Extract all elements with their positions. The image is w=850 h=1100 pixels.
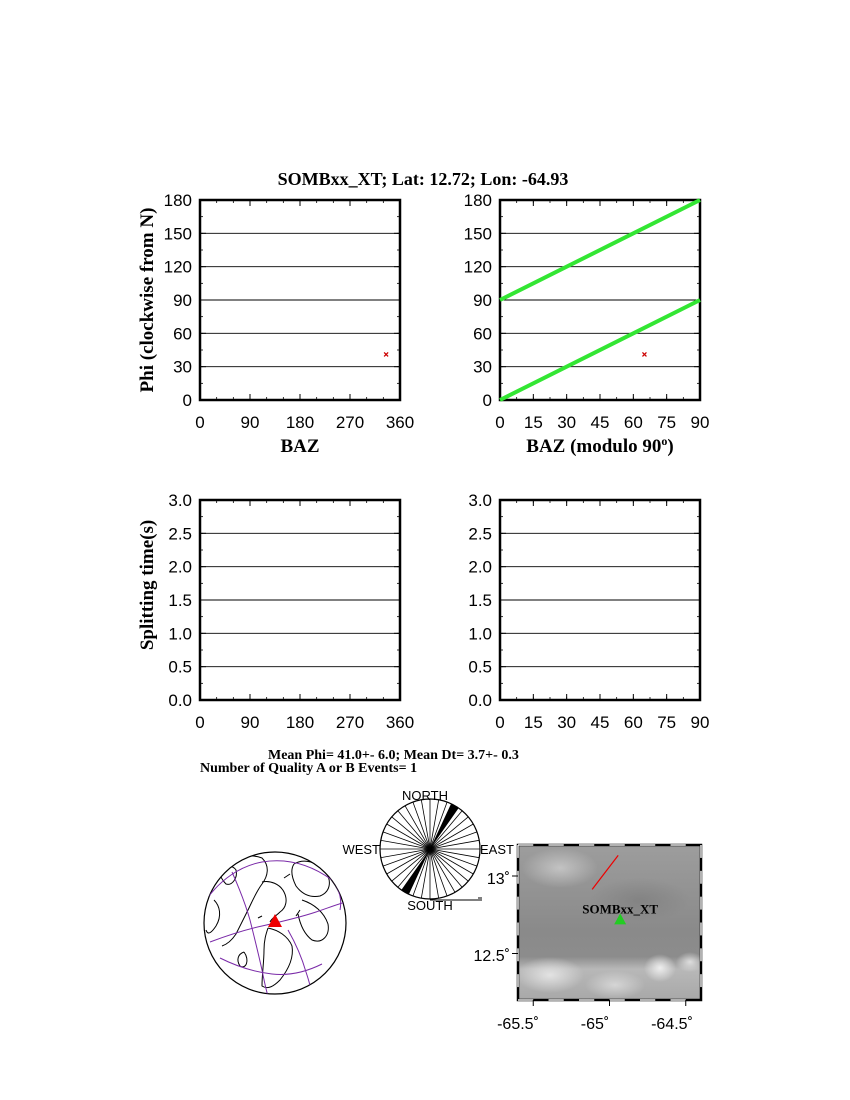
y-tick-labels: [468, 491, 492, 710]
y-tick-label: 1.5: [468, 591, 492, 610]
bathymetry-shade: [516, 957, 584, 993]
grid-lines: [200, 500, 400, 700]
y-axis-label: Splitting time(s): [137, 519, 158, 651]
lat-label: 13˚: [486, 871, 510, 888]
x-tick-label: 90: [240, 713, 260, 732]
data-point: [642, 352, 646, 356]
y-tick-label: 1.0: [168, 624, 192, 644]
rose-west-label: WEST: [342, 842, 380, 857]
rose-north-label: NORTH: [402, 788, 448, 803]
x-tick-label: 270: [335, 713, 365, 732]
y-tick-label: 180: [163, 191, 192, 210]
x-tick-label: 90: [240, 413, 260, 432]
y-tick-label: 120: [463, 257, 492, 277]
x-tick-label: 0: [195, 413, 205, 432]
y-tick-label: 30: [473, 357, 492, 377]
y-tick-label: 0.5: [468, 657, 492, 677]
x-tick-label: 15: [523, 413, 543, 432]
x-axis-label: BAZ (modulo 90$^o$): [526, 434, 674, 457]
y-tick-label: 3.0: [168, 491, 192, 510]
bathymetry-shade: [644, 954, 676, 982]
x-tick-label: 30: [557, 713, 577, 732]
bathymetry-shade: [522, 848, 598, 888]
x-tick-label: 60: [623, 713, 643, 732]
y-tick-label: 1.5: [168, 591, 192, 610]
x-tick-labels: [495, 413, 709, 432]
data-point: [384, 352, 388, 356]
x-tick-label: 15: [523, 713, 543, 732]
y-tick-label: 0.0: [168, 691, 192, 710]
event-count: Number of Quality A or B Events= 1: [200, 761, 418, 776]
globe-map: [204, 852, 346, 998]
x-tick-labels: [195, 413, 414, 432]
bathymetry-shade: [585, 971, 645, 999]
x-tick-label: 360: [385, 713, 415, 732]
x-tick-label: 90: [690, 713, 710, 732]
figure-title: SOMBxx_XT; Lat: 12.72; Lon: -64.93: [277, 169, 569, 189]
y-tick-label: 60: [173, 324, 192, 344]
rose-south-label: SOUTH: [407, 898, 453, 913]
x-tick-label: 30: [557, 413, 577, 432]
y-tick-label: 60: [473, 324, 492, 344]
x-tick-labels: [195, 713, 414, 732]
x-axis-label: BAZ: [280, 436, 320, 457]
y-tick-labels: [164, 191, 192, 410]
rose-east-label: EAST: [480, 842, 514, 857]
x-tick-label: 360: [385, 413, 415, 432]
lon-label: -65˚: [580, 1016, 610, 1033]
y-tick-label: 2.5: [468, 524, 492, 544]
y-tick-label: 2.5: [168, 524, 192, 544]
y-tick-labels: [168, 491, 192, 710]
station-label: SOMBxx_XT: [582, 901, 659, 917]
x-tick-label: 75: [657, 413, 677, 432]
y-tick-label: 1.0: [468, 624, 492, 644]
y-tick-label: 150: [463, 224, 492, 244]
y-tick-label: 0.0: [468, 691, 492, 710]
x-tick-label: 0: [495, 413, 505, 432]
y-tick-label: 30: [173, 357, 192, 377]
y-tick-labels: [464, 191, 492, 410]
reference-line: [500, 200, 700, 300]
reference-line: [500, 300, 700, 400]
x-tick-label: 60: [623, 413, 643, 432]
x-tick-label: 0: [195, 713, 205, 732]
phi-baz-mod90-panel: [464, 191, 710, 457]
lon-label: -64.5˚: [651, 1016, 693, 1033]
y-tick-label: 120: [163, 257, 192, 277]
data-marks: [642, 352, 646, 356]
y-axis-label: Phi (clockwise from N): [137, 207, 158, 393]
y-tick-label: 90: [473, 291, 492, 310]
x-tick-label: 75: [657, 713, 677, 732]
y-tick-label: 3.0: [468, 491, 492, 510]
grid-lines: [200, 200, 400, 400]
y-tick-label: 2.0: [468, 557, 492, 577]
dt-baz-mod90-panel: [468, 491, 709, 732]
x-tick-label: 270: [335, 413, 365, 432]
x-tick-label: 0: [495, 713, 505, 732]
x-tick-label: 90: [690, 413, 710, 432]
lon-label: -65.5˚: [497, 1016, 539, 1033]
y-tick-label: 0.5: [168, 657, 192, 677]
grid-lines: [500, 500, 700, 700]
grid-lines: [500, 200, 700, 400]
data-marks: [384, 352, 388, 356]
phi-baz-panel: [137, 191, 414, 457]
y-tick-label: 150: [163, 224, 192, 244]
mean-summary: Mean Phi= 41.0+- 6.0; Mean Dt= 3.7+- 0.3: [268, 748, 519, 763]
x-tick-label: 45: [590, 413, 610, 432]
lat-label: 12.5˚: [473, 948, 510, 965]
x-tick-label: 180: [285, 713, 315, 732]
y-tick-label: 90: [173, 291, 192, 310]
y-tick-label: 2.0: [168, 557, 192, 577]
x-tick-label: 45: [590, 713, 610, 732]
x-tick-labels: [495, 713, 709, 732]
dt-baz-panel: [137, 491, 414, 732]
rose-diagram: [342, 788, 514, 913]
regional-map: [474, 845, 704, 1033]
y-tick-label: 0: [182, 391, 192, 410]
y-tick-label: 180: [463, 191, 492, 210]
y-tick-label: 0: [482, 391, 492, 410]
x-tick-label: 180: [285, 413, 315, 432]
